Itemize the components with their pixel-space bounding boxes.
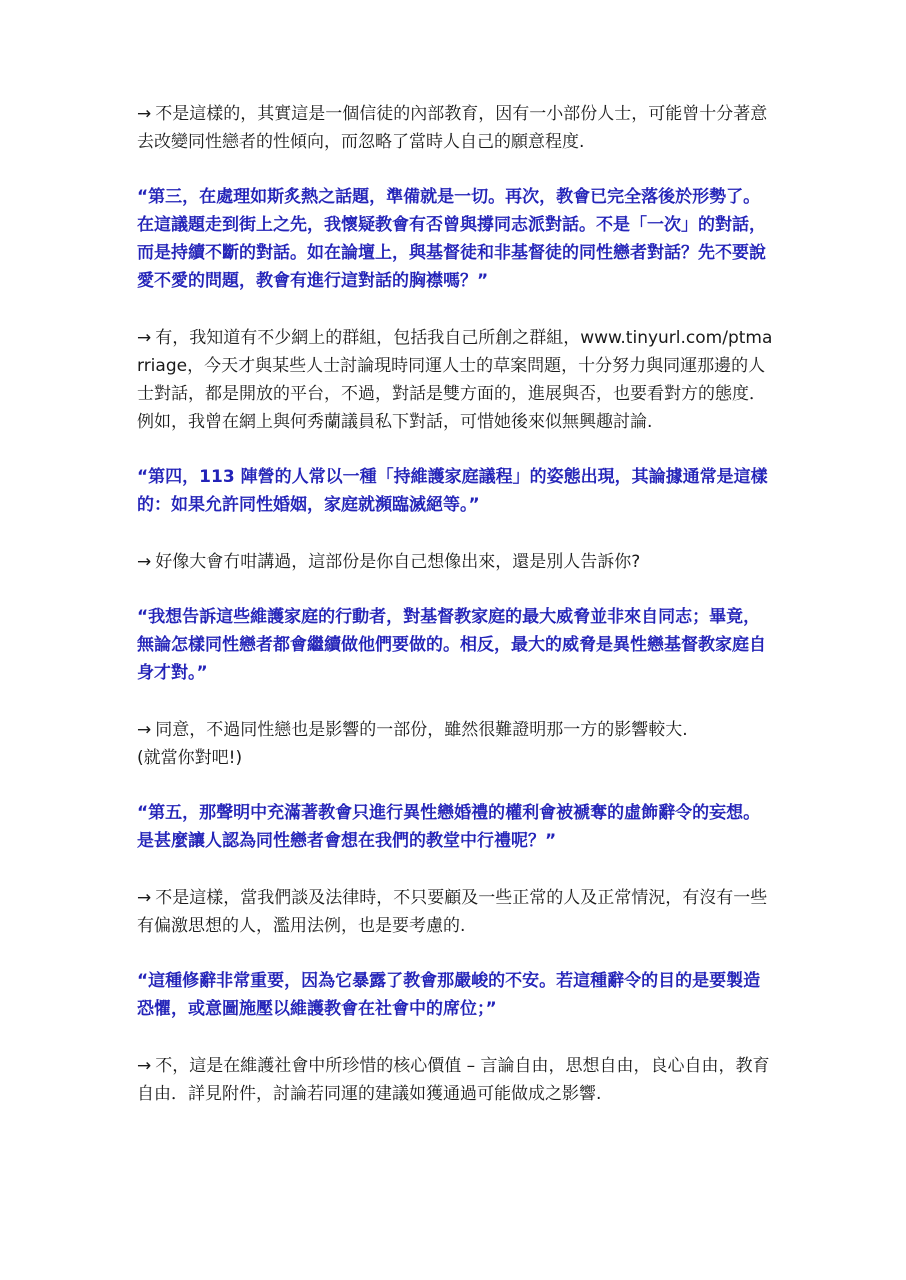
document-page xyxy=(137,100,777,1108)
reply-aside: (就當你對吧!) xyxy=(137,748,243,768)
reply-text: 好像大會冇咁講過，這部份是你自己想像出來，還是別人告訴你? xyxy=(155,552,641,572)
quote-paragraph-5: “這種修辭非常重要，因為它暴露了教會那嚴峻的不安。若這種辭令的目的是要製造恐懼，或意圖施壓以維護教會在社會中的席位；” xyxy=(137,971,761,1019)
reply-paragraph-2 xyxy=(137,324,777,436)
arrow-right-icon: → xyxy=(137,104,152,124)
arrow-right-icon: → xyxy=(137,552,152,572)
quote-paragraph-4: “第五，那聲明中充滿著教會只進行異性戀婚禮的權利會被褫奪的虛飾辭令的妄想。是甚麼讓人認為同性戀者會想在我們的教堂中行禮呢？” xyxy=(137,803,761,851)
reply-text: 不，這是在維護社會中所珍惜的核心價值 – 言論自由，思想自由，良心自由，教育自由．詳見附件，討論若同運的建議如獲通過可能做成之影響. xyxy=(137,1056,770,1104)
arrow-right-icon: → xyxy=(137,328,152,348)
quote-paragraph-1: “第三，在處理如斯炙熱之話題，準備就是一切。再次，教會已完全落後於形勢了。在這議題走到街上之先，我懷疑教會有否曾與撐同志派對話。不是「一次」的對話，而是持續不斷的對話。如在論壇上，與基督徒和非基督徒的同性戀者對話？先不要說愛不愛的問題，教會有進行這對話的胸襟嗎？” xyxy=(137,187,766,291)
quote-paragraph-3: “我想告訴這些維護家庭的行動者，對基督教家庭的最大威脅並非來自同志；畢竟，無論怎樣同性戀者都會繼續做他們要做的。相反，最大的威脅是異性戀基督教家庭自身才對。” xyxy=(137,607,766,683)
reply-paragraph-1 xyxy=(137,100,777,156)
reply-text: 不是這樣，當我們談及法律時，不只要顧及一些正常的人及正常情況，有沒有一些有偏激思想的人，濫用法例，也是要考慮的. xyxy=(137,888,768,936)
reply-paragraph-6 xyxy=(137,1052,777,1108)
reply-text: 同意，不過同性戀也是影響的一部份，雖然很難證明那一方的影響較大. xyxy=(155,720,688,740)
quote-paragraph-2: “第四，113 陣營的人常以一種「持維護家庭議程」的姿態出現，其論據通常是這樣的：如果允許同性婚姻，家庭就瀕臨滅絕等。” xyxy=(137,467,768,515)
arrow-right-icon: → xyxy=(137,720,152,740)
reply-paragraph-4 xyxy=(137,716,777,772)
reply-paragraph-5 xyxy=(137,884,777,940)
arrow-right-icon: → xyxy=(137,888,152,908)
reply-text: 不是這樣的，其實這是一個信徒的內部教育，因有一小部份人士，可能曾十分著意去改變同性戀者的性傾向，而忽略了當時人自己的願意程度. xyxy=(137,104,768,152)
reply-paragraph-3 xyxy=(137,548,777,576)
arrow-right-icon: → xyxy=(137,1056,152,1076)
reply-text: 有，我知道有不少網上的群組，包括我自己所創之群組，www.tinyurl.com/ptmarriage，今天才與某些人士討論現時同運人士的草案問題，十分努力與同運那邊的人士對話，都是開放的平台，不過，對話是雙方面的，進展與否，也要看對方的態度．例如，我曾在網上與何秀蘭議員私下對話，可惜她後來似無興趣討論. xyxy=(137,328,773,432)
